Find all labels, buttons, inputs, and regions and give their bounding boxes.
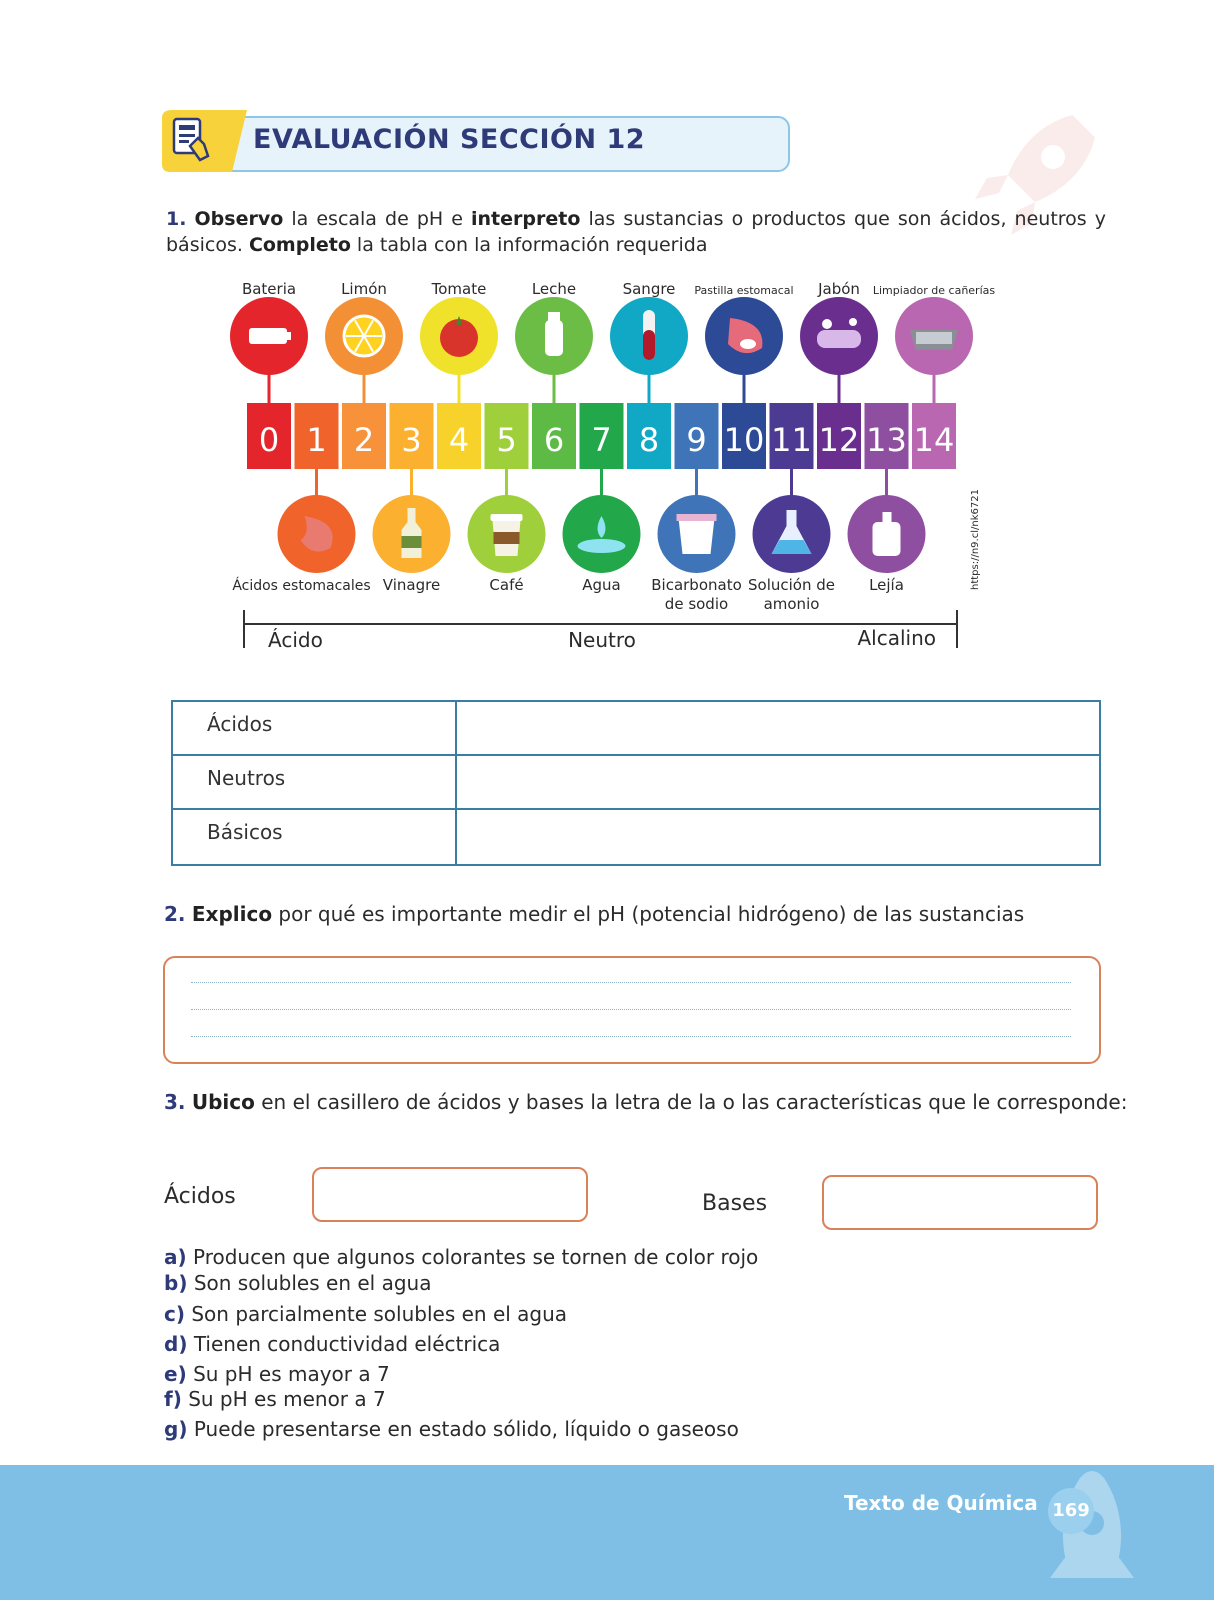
ph-value-label: 5 — [496, 421, 517, 459]
option-text: Producen que algunos colorantes se tornen de color rojo — [193, 1245, 759, 1269]
ph-value-label: 8 — [638, 421, 660, 459]
substance-label: Sangre — [622, 280, 676, 298]
q2-text: por qué es importante medir el pH (potencial hidrógeno) de las sustancias — [272, 902, 1025, 926]
verb-completo: Completo — [248, 234, 351, 256]
substance-label: Agua — [582, 576, 621, 594]
vinegar-bottle-icon — [373, 469, 451, 573]
substance-label-2: amonio — [763, 595, 820, 613]
question-1 — [166, 206, 1106, 258]
source-url: https://n9.cl/nk6721 — [970, 489, 981, 590]
table-divider — [455, 702, 457, 864]
bases-label: Bases — [702, 1191, 768, 1216]
stomach-pill-icon — [705, 297, 783, 403]
substance-label: Lejía — [869, 576, 904, 594]
substance-label: Ácidos estomacales — [232, 578, 371, 594]
ph-value-label: 3 — [401, 421, 422, 459]
book-title: Texto de Química — [844, 1491, 1038, 1515]
verb-ubico: Ubico — [191, 1090, 255, 1114]
option-key: f) — [164, 1387, 182, 1411]
table-row[interactable] — [173, 756, 1099, 810]
ph-scale-diagram — [230, 278, 1000, 668]
row-label-basicos: Básicos — [207, 820, 283, 844]
answer-box[interactable] — [163, 956, 1101, 1064]
substance-label: Café — [489, 576, 524, 594]
flask-icon — [753, 469, 831, 573]
verb-observo: Observo — [194, 208, 284, 230]
ph-value-label: 4 — [448, 421, 470, 459]
substance-label: Limón — [341, 280, 387, 298]
water-splash-icon — [563, 469, 641, 573]
question-2 — [164, 902, 1024, 926]
substance-label: Leche — [531, 280, 577, 298]
acids-label: Ácidos — [164, 1184, 236, 1209]
ph-value-label: 12 — [818, 421, 860, 459]
substance-label: Bateria — [241, 280, 297, 298]
answer-line — [191, 982, 1071, 983]
option-text: Su pH es mayor a 7 — [193, 1362, 390, 1386]
axis-alkaline-label: Alcalino — [857, 626, 936, 650]
ph-value-label: 7 — [591, 421, 612, 459]
acids-answer-box[interactable] — [312, 1167, 588, 1222]
list-item — [164, 1417, 739, 1441]
option-text: Son solubles en el agua — [193, 1271, 432, 1295]
list-item — [164, 1271, 431, 1295]
list-item — [164, 1332, 500, 1356]
list-item — [164, 1302, 567, 1326]
q1-text-1: la escala de pH e — [283, 208, 472, 230]
ph-value-label: 14 — [913, 421, 955, 459]
page-number: 169 — [1048, 1488, 1094, 1534]
option-key: c) — [164, 1302, 185, 1326]
substance-label: Limpiador de cañerías — [872, 284, 996, 297]
option-text: Tienen conductividad eléctrica — [193, 1332, 501, 1356]
ph-value-label: 10 — [723, 421, 765, 459]
q1-text-3: la tabla con la información requerida — [350, 234, 708, 256]
bleach-jug-icon — [848, 469, 926, 573]
ph-value-label: 9 — [686, 421, 707, 459]
table-row[interactable] — [173, 702, 1099, 756]
q3-text: en el casillero de ácidos y bases la letra de la o las características que le corresponde: — [254, 1090, 1128, 1114]
verb-interpreto: interpreto — [471, 208, 581, 230]
row-label-neutros: Neutros — [207, 766, 286, 790]
baking-soda-icon — [658, 469, 736, 573]
option-text: Su pH es menor a 7 — [188, 1387, 386, 1411]
rocket-icon — [1020, 1468, 1170, 1600]
tomato-icon — [420, 297, 498, 403]
question-number: 3. — [164, 1090, 186, 1114]
ph-value-label: 13 — [866, 421, 907, 459]
option-key: g) — [164, 1417, 188, 1441]
page-title: EVALUACIÓN SECCIÓN 12 — [253, 124, 646, 155]
list-item — [164, 1362, 390, 1386]
tablet-hand-icon — [162, 110, 252, 172]
ph-value-label: 0 — [258, 421, 280, 459]
sink-icon — [895, 297, 973, 403]
verb-explico: Explico — [191, 902, 273, 926]
ph-value-label: 6 — [543, 421, 565, 459]
q1-text-2: las sustancias o productos que son ácidos, neutros y básicos. — [166, 208, 1107, 256]
substance-label: Solución de — [748, 576, 835, 594]
classification-table — [171, 700, 1101, 866]
row-label-acidos: Ácidos — [207, 712, 273, 736]
option-key: e) — [164, 1362, 187, 1386]
answer-line — [191, 1009, 1071, 1010]
milk-bottle-icon — [515, 297, 593, 403]
blood-tube-icon — [610, 297, 688, 403]
bases-answer-box[interactable] — [822, 1175, 1098, 1230]
coffee-cup-icon — [468, 469, 546, 573]
option-key: a) — [164, 1245, 187, 1269]
list-item — [164, 1245, 758, 1269]
list-item — [164, 1387, 386, 1411]
substance-label: Vinagre — [382, 576, 441, 594]
question-number: 2. — [164, 902, 186, 926]
lemon-icon — [325, 297, 403, 403]
option-text: Puede presentarse en estado sólido, líquido o gaseoso — [193, 1417, 739, 1441]
question-3 — [164, 1090, 1127, 1114]
axis-acid-label: Ácido — [268, 628, 323, 652]
option-text: Son parcialmente solubles en el agua — [191, 1302, 568, 1326]
substance-label: Bicarbonato — [651, 576, 742, 594]
soap-icon — [800, 297, 878, 403]
ph-value-label: 11 — [771, 421, 812, 459]
substance-label-2: de sodio — [664, 595, 729, 613]
ph-value-label: 1 — [306, 421, 327, 459]
axis-neutral-label: Neutro — [568, 628, 636, 652]
ph-value-label: 2 — [353, 421, 375, 459]
table-row[interactable] — [173, 810, 1099, 864]
substance-label: Pastilla estomacal — [694, 284, 794, 297]
stomach-icon — [278, 469, 356, 573]
option-key: b) — [164, 1271, 188, 1295]
question-number: 1. — [166, 208, 187, 230]
substance-label: Jabón — [818, 280, 860, 298]
substance-label: Tomate — [431, 280, 487, 298]
answer-line — [191, 1036, 1071, 1037]
battery-icon — [230, 297, 308, 403]
option-key: d) — [164, 1332, 188, 1356]
